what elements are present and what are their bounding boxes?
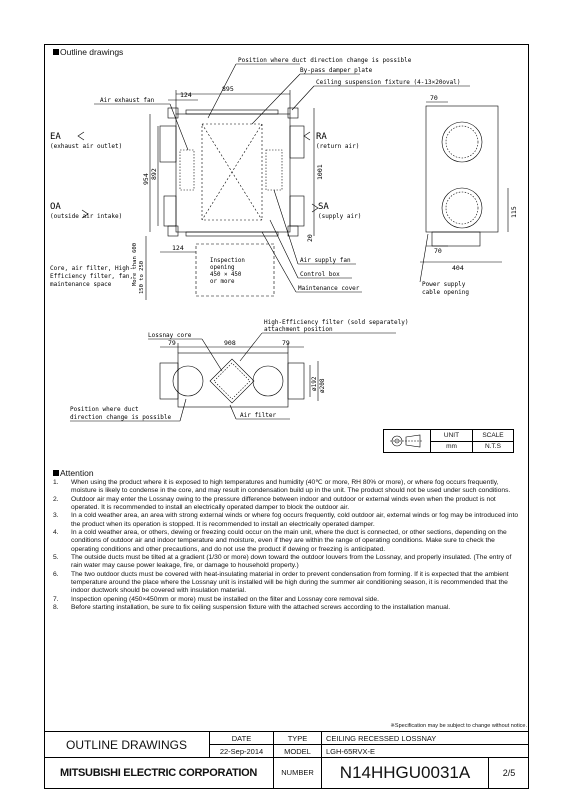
callout-exhaust-fan: Air exhaust fan	[100, 97, 155, 104]
unit-label: UNIT	[443, 432, 460, 439]
oa-desc: (outside air intake)	[50, 213, 123, 220]
company-name: MITSUBISHI ELECTRIC CORPORATION	[44, 758, 274, 788]
attention-note: 4. In a cold weather area, or others, dewing or freezing could occur on the main unit, where the duct is connected, or other sections, depending on the conditions of outdoor air and indoor temperature and moisture, even if they are within the range of operating conditions. Make sure to check the operating conditions and other precautions, and do not use the product if dewing or freezing is anticipated.	[53, 529, 507, 553]
dim-more-than-600: More than 600	[132, 242, 138, 286]
lossnay-core-label: Lossnay core	[148, 332, 192, 339]
dim-908: 908	[224, 339, 236, 347]
dim-1001: 1001	[316, 164, 324, 180]
dim-79-right: 79	[282, 339, 290, 347]
dim-954: 954	[142, 173, 150, 185]
callout-bypass: By-pass damper plate	[300, 67, 373, 74]
attention-note: 1. When using the product where it is exposed to high temperatures and humidity (40℃ or more, RH 80% or more), or where fog occurs frequently, moisture is likely to condense in the core, and may result in condensation build up in the unit. The product should not be used under such conditions.	[53, 479, 511, 495]
callout-control-box: Control box	[300, 271, 340, 278]
callout-duct-change: Position where duct direction change is possible	[238, 57, 412, 64]
dim-895: 895	[222, 85, 234, 93]
drawing-number: N14HHGU0031A	[322, 758, 489, 788]
date-value: 22-Sep-2014	[210, 745, 274, 758]
attention-heading: Attention	[53, 468, 94, 478]
dim-phi-192: ø192	[311, 376, 318, 391]
inspection-opening	[196, 244, 274, 296]
attention-note: 5. The outside ducts must be tilted at a gradient (1/30 or more) down toward the outdoor louvers from the Lossnay, and properly insulated. (The entry of rain water may cause power leakage, fire, or damage to household property.)	[53, 554, 512, 570]
number-label: NUMBER	[274, 758, 322, 788]
unit-body	[176, 114, 290, 232]
port-ra: RA	[316, 132, 327, 142]
title-block	[44, 731, 529, 790]
dim-124-bottom: 124	[172, 244, 184, 252]
dim-79-left: 79	[168, 339, 176, 347]
inspection-line-1: Inspection	[210, 258, 245, 264]
attention-note: 6. The two outdoor ducts must be covered with heat-insulating material in order to prevent condensation from forming. If it is expected that the ambient temperature around the place where the Lossnay unit is installed will be high during the summer air conditioning season, it is recommended that the indoor ductwork should be covered with insulation material.	[53, 570, 509, 595]
dim-20: 20	[306, 234, 314, 242]
attention-note: 8. Before starting installation, be sure to fix ceiling suspension fixture with the attached screws according to the installation manual.	[53, 604, 451, 612]
attention-note: 7. Inspection opening (450×450mm or more) must be installed on the filter and Lossnay core removal side.	[53, 595, 379, 603]
unit-value: mm	[446, 443, 457, 450]
port-oa: OA	[50, 202, 61, 212]
port-ea: EA	[50, 132, 61, 142]
sa-desc: (supply air)	[318, 213, 362, 220]
attention-notes	[53, 479, 523, 613]
maintenance-space-1: Core, air filter, High-	[50, 265, 134, 272]
maintenance-space-2: Efficiency filter, fan,	[50, 273, 134, 280]
dim-115: 115	[510, 206, 518, 218]
callout-supply-fan: Air supply fan	[300, 257, 351, 264]
front-view-drawing	[0, 315, 569, 430]
power-supply-2: cable opening	[422, 289, 469, 296]
air-filter-label: Air filter	[240, 412, 277, 419]
scale-label: SCALE	[482, 432, 504, 439]
attention-note: 3. In a cold weather area, an area with strong external winds or where fog occurs frequently, cold outdoor air, external winds or fog may be introduced into the product when its operation is stopped. It is recommended to install an electrically operated damper.	[53, 512, 519, 528]
dim-70-top: 70	[430, 94, 438, 102]
title: OUTLINE DRAWINGS	[44, 732, 210, 758]
callout-maintenance-cover: Maintenance cover	[298, 285, 360, 292]
ea-desc: (exhaust air outlet)	[50, 143, 123, 150]
date-label: DATE	[210, 732, 274, 745]
outline-heading: Outline drawings	[53, 47, 123, 57]
side-view-body	[426, 106, 498, 232]
projection-symbol-icon	[390, 434, 422, 448]
dim-404: 404	[452, 264, 464, 272]
model-label: MODEL	[274, 745, 322, 758]
dim-70-bottom: 70	[434, 247, 442, 255]
hef-line-1: High-Efficiency filter (sold separately)	[264, 319, 409, 326]
product-name: CEILING RECESSED LOSSNAY	[322, 732, 529, 745]
scale-value: N.T.S	[485, 443, 501, 450]
type-label: TYPE	[274, 732, 322, 745]
callout-suspension: Ceiling suspension fixture (4-13×20oval)	[316, 79, 461, 86]
top-view-drawing	[0, 0, 569, 330]
power-supply-1: Power supply	[422, 281, 466, 288]
scale-table	[383, 429, 514, 453]
dim-150-to-250: 150 to 250	[139, 260, 145, 294]
dim-124-top: 124	[180, 91, 192, 99]
ra-desc: (return air)	[316, 143, 360, 150]
duct-change-line-1: Position where duct	[70, 406, 139, 413]
attention-note: 2. Outdoor air may enter the Lossnay owing to the pressure difference between indoor and outdoor or external winds even when the product is not operated. It is recommended to install an electrically operated damper to block the outdoor air.	[53, 495, 496, 512]
model-number: LGH-65RVX-E	[322, 745, 529, 758]
duct-change-line-2: direction change is possible	[70, 414, 172, 421]
page-number: 2/5	[502, 768, 516, 778]
inspection-line-3: 450 × 450	[210, 272, 242, 278]
dim-phi-208: ø208	[319, 378, 326, 393]
hef-line-2: attachment position	[264, 326, 333, 333]
port-sa: SA	[318, 202, 329, 212]
dim-892: 892	[150, 168, 158, 180]
maintenance-space-3: maintenance space	[50, 281, 112, 288]
spec-note: ※Specification may be subject to change without notice.	[390, 723, 527, 729]
inspection-line-4: or more	[210, 279, 235, 285]
inspection-line-2: opening	[210, 265, 235, 271]
